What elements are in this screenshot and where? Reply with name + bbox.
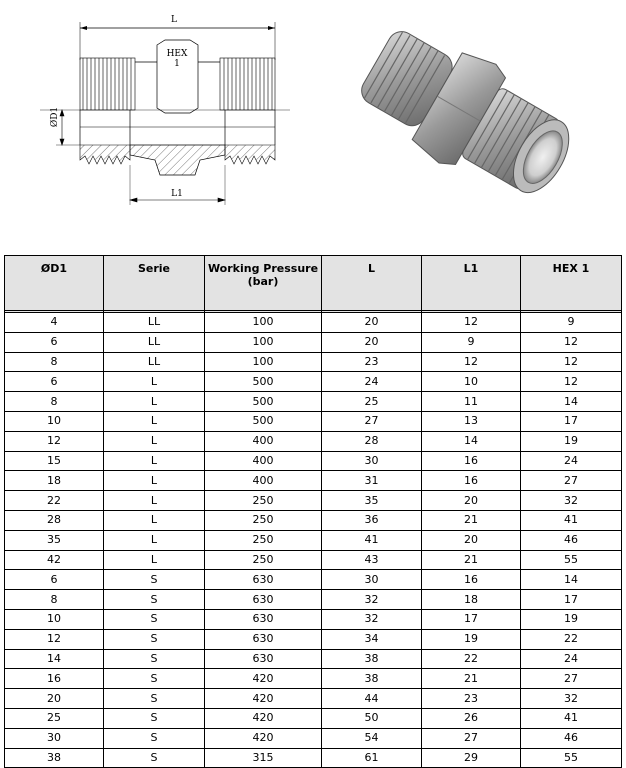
cell-working-pressure: 630	[205, 590, 322, 610]
left-thread	[80, 58, 135, 110]
cell-working-pressure: 500	[205, 392, 322, 412]
cell-working-pressure: 400	[205, 471, 322, 491]
cell-d1: 8	[5, 352, 104, 372]
cell-working-pressure: 420	[205, 669, 322, 689]
cell-hex1: 41	[521, 708, 622, 728]
cell-d1: 38	[5, 748, 104, 768]
table-body	[5, 311, 622, 768]
table-row	[5, 689, 622, 709]
cell-hex1: 41	[521, 510, 622, 530]
cell-hex1: 24	[521, 649, 622, 669]
cell-d1: 12	[5, 629, 104, 649]
table-row	[5, 728, 622, 748]
cell-hex1: 12	[521, 332, 622, 352]
cell-l1: 13	[422, 411, 521, 431]
cell-serie: LL	[104, 313, 205, 333]
cell-l1: 20	[422, 491, 521, 511]
cell-serie: L	[104, 510, 205, 530]
cell-d1: 18	[5, 471, 104, 491]
cell-d1: 4	[5, 313, 104, 333]
cell-l: 20	[322, 313, 422, 333]
cell-serie: S	[104, 748, 205, 768]
table-row	[5, 431, 622, 451]
cell-l1: 11	[422, 392, 521, 412]
cell-working-pressure: 500	[205, 411, 322, 431]
cell-l: 41	[322, 530, 422, 550]
cell-hex1: 19	[521, 431, 622, 451]
cell-working-pressure: 100	[205, 313, 322, 333]
thread-profile-right	[225, 145, 275, 164]
cell-d1: 15	[5, 451, 104, 471]
cell-l: 20	[322, 332, 422, 352]
cell-serie: S	[104, 649, 205, 669]
cell-working-pressure: 250	[205, 491, 322, 511]
label-L1: L1	[171, 189, 183, 199]
table-row	[5, 649, 622, 669]
cell-d1: 6	[5, 372, 104, 392]
cell-working-pressure: 630	[205, 609, 322, 629]
header-l1: L1	[422, 256, 521, 311]
cell-hex1: 9	[521, 313, 622, 333]
cell-l1: 12	[422, 313, 521, 333]
cell-d1: 10	[5, 411, 104, 431]
cell-d1: 10	[5, 609, 104, 629]
cell-d1: 25	[5, 708, 104, 728]
table-row	[5, 332, 622, 352]
cell-working-pressure: 420	[205, 728, 322, 748]
cell-l1: 22	[422, 649, 521, 669]
thread-profile-left	[80, 145, 130, 164]
cell-l1: 21	[422, 669, 521, 689]
cell-serie: S	[104, 629, 205, 649]
cell-hex1: 14	[521, 392, 622, 412]
cell-serie: L	[104, 431, 205, 451]
cell-serie: L	[104, 491, 205, 511]
header-d1: ØD1	[5, 256, 104, 311]
cell-l: 43	[322, 550, 422, 570]
table-row	[5, 748, 622, 768]
cell-serie: L	[104, 471, 205, 491]
cell-hex1: 19	[521, 609, 622, 629]
cell-serie: LL	[104, 332, 205, 352]
cell-l1: 20	[422, 530, 521, 550]
specification-table	[4, 255, 622, 768]
cell-l1: 27	[422, 728, 521, 748]
cell-hex1: 27	[521, 471, 622, 491]
cell-l: 31	[322, 471, 422, 491]
cell-serie: S	[104, 689, 205, 709]
cell-working-pressure: 420	[205, 708, 322, 728]
table-row	[5, 392, 622, 412]
cell-l: 32	[322, 590, 422, 610]
table-row	[5, 590, 622, 610]
cell-l: 61	[322, 748, 422, 768]
fitting-render-image	[340, 18, 590, 218]
cell-l1: 16	[422, 451, 521, 471]
cell-d1: 6	[5, 570, 104, 590]
cell-l1: 10	[422, 372, 521, 392]
cell-d1: 8	[5, 590, 104, 610]
table-row	[5, 313, 622, 333]
table-row	[5, 471, 622, 491]
cell-hex1: 32	[521, 689, 622, 709]
cell-working-pressure: 400	[205, 451, 322, 471]
cell-hex1: 27	[521, 669, 622, 689]
cell-hex1: 55	[521, 550, 622, 570]
cell-l1: 29	[422, 748, 521, 768]
cell-l1: 9	[422, 332, 521, 352]
table-row	[5, 530, 622, 550]
table-row	[5, 491, 622, 511]
cell-serie: S	[104, 570, 205, 590]
bore-section	[40, 110, 290, 145]
cell-l: 50	[322, 708, 422, 728]
cell-serie: L	[104, 392, 205, 412]
cell-working-pressure: 400	[205, 431, 322, 451]
cell-l: 32	[322, 609, 422, 629]
cell-d1: 28	[5, 510, 104, 530]
cell-hex1: 17	[521, 590, 622, 610]
cell-working-pressure: 250	[205, 550, 322, 570]
table-row	[5, 510, 622, 530]
cell-l1: 26	[422, 708, 521, 728]
cell-serie: S	[104, 708, 205, 728]
cell-l: 54	[322, 728, 422, 748]
cell-hex1: 32	[521, 491, 622, 511]
cell-serie: S	[104, 609, 205, 629]
label-hex-2: 1	[174, 59, 180, 69]
table-row	[5, 550, 622, 570]
cell-l: 34	[322, 629, 422, 649]
cell-working-pressure: 420	[205, 689, 322, 709]
right-thread	[220, 58, 275, 110]
cell-l: 27	[322, 411, 422, 431]
label-L: L	[171, 15, 177, 25]
cell-serie: S	[104, 590, 205, 610]
cell-l1: 21	[422, 550, 521, 570]
cell-l: 28	[322, 431, 422, 451]
cell-d1: 22	[5, 491, 104, 511]
cell-hex1: 12	[521, 352, 622, 372]
cell-d1: 30	[5, 728, 104, 748]
cell-hex1: 22	[521, 629, 622, 649]
cell-d1: 35	[5, 530, 104, 550]
cell-working-pressure: 630	[205, 629, 322, 649]
header-working-pressure: Working Pressure (bar)	[205, 256, 322, 311]
cell-serie: L	[104, 530, 205, 550]
cell-l: 23	[322, 352, 422, 372]
cell-l1: 21	[422, 510, 521, 530]
cell-working-pressure: 630	[205, 570, 322, 590]
header-l: L	[322, 256, 422, 311]
label-hex-1: HEX	[166, 49, 188, 59]
cell-serie: L	[104, 372, 205, 392]
cell-l1: 12	[422, 352, 521, 372]
cell-hex1: 55	[521, 748, 622, 768]
cell-l: 36	[322, 510, 422, 530]
cell-d1: 42	[5, 550, 104, 570]
table-row	[5, 352, 622, 372]
cell-working-pressure: 500	[205, 372, 322, 392]
cell-l: 25	[322, 392, 422, 412]
cell-serie: LL	[104, 352, 205, 372]
table-row	[5, 629, 622, 649]
cell-working-pressure: 250	[205, 510, 322, 530]
cell-serie: S	[104, 728, 205, 748]
header-serie: Serie	[104, 256, 205, 311]
cell-l: 44	[322, 689, 422, 709]
table-row	[5, 451, 622, 471]
cell-working-pressure: 315	[205, 748, 322, 768]
cell-l1: 18	[422, 590, 521, 610]
cell-d1: 20	[5, 689, 104, 709]
cell-d1: 14	[5, 649, 104, 669]
cell-d1: 8	[5, 392, 104, 412]
table-header-row	[5, 256, 622, 311]
cell-l1: 17	[422, 609, 521, 629]
cell-d1: 12	[5, 431, 104, 451]
header-hex1: HEX 1	[521, 256, 622, 311]
table-row	[5, 570, 622, 590]
table-row	[5, 372, 622, 392]
cell-working-pressure: 250	[205, 530, 322, 550]
cell-hex1: 14	[521, 570, 622, 590]
cell-hex1: 17	[521, 411, 622, 431]
cell-l1: 19	[422, 629, 521, 649]
cell-hex1: 46	[521, 530, 622, 550]
cell-hex1: 46	[521, 728, 622, 748]
cell-serie: L	[104, 451, 205, 471]
cross-section-hatch	[130, 145, 225, 175]
cell-d1: 6	[5, 332, 104, 352]
cell-l: 30	[322, 570, 422, 590]
cell-serie: L	[104, 550, 205, 570]
table-row	[5, 708, 622, 728]
cell-serie: L	[104, 411, 205, 431]
cell-working-pressure: 100	[205, 352, 322, 372]
cell-l: 38	[322, 649, 422, 669]
cell-l1: 14	[422, 431, 521, 451]
cell-l: 24	[322, 372, 422, 392]
cell-l1: 16	[422, 471, 521, 491]
table-row	[5, 411, 622, 431]
cell-d1: 16	[5, 669, 104, 689]
cell-l: 30	[322, 451, 422, 471]
table-row	[5, 609, 622, 629]
cell-l: 35	[322, 491, 422, 511]
table-row	[5, 669, 622, 689]
cell-working-pressure: 100	[205, 332, 322, 352]
cell-hex1: 24	[521, 451, 622, 471]
cell-hex1: 12	[521, 372, 622, 392]
cell-l1: 23	[422, 689, 521, 709]
cell-working-pressure: 630	[205, 649, 322, 669]
cell-l: 38	[322, 669, 422, 689]
cell-serie: S	[104, 669, 205, 689]
cell-l1: 16	[422, 570, 521, 590]
label-D1: ØD1	[50, 106, 60, 128]
